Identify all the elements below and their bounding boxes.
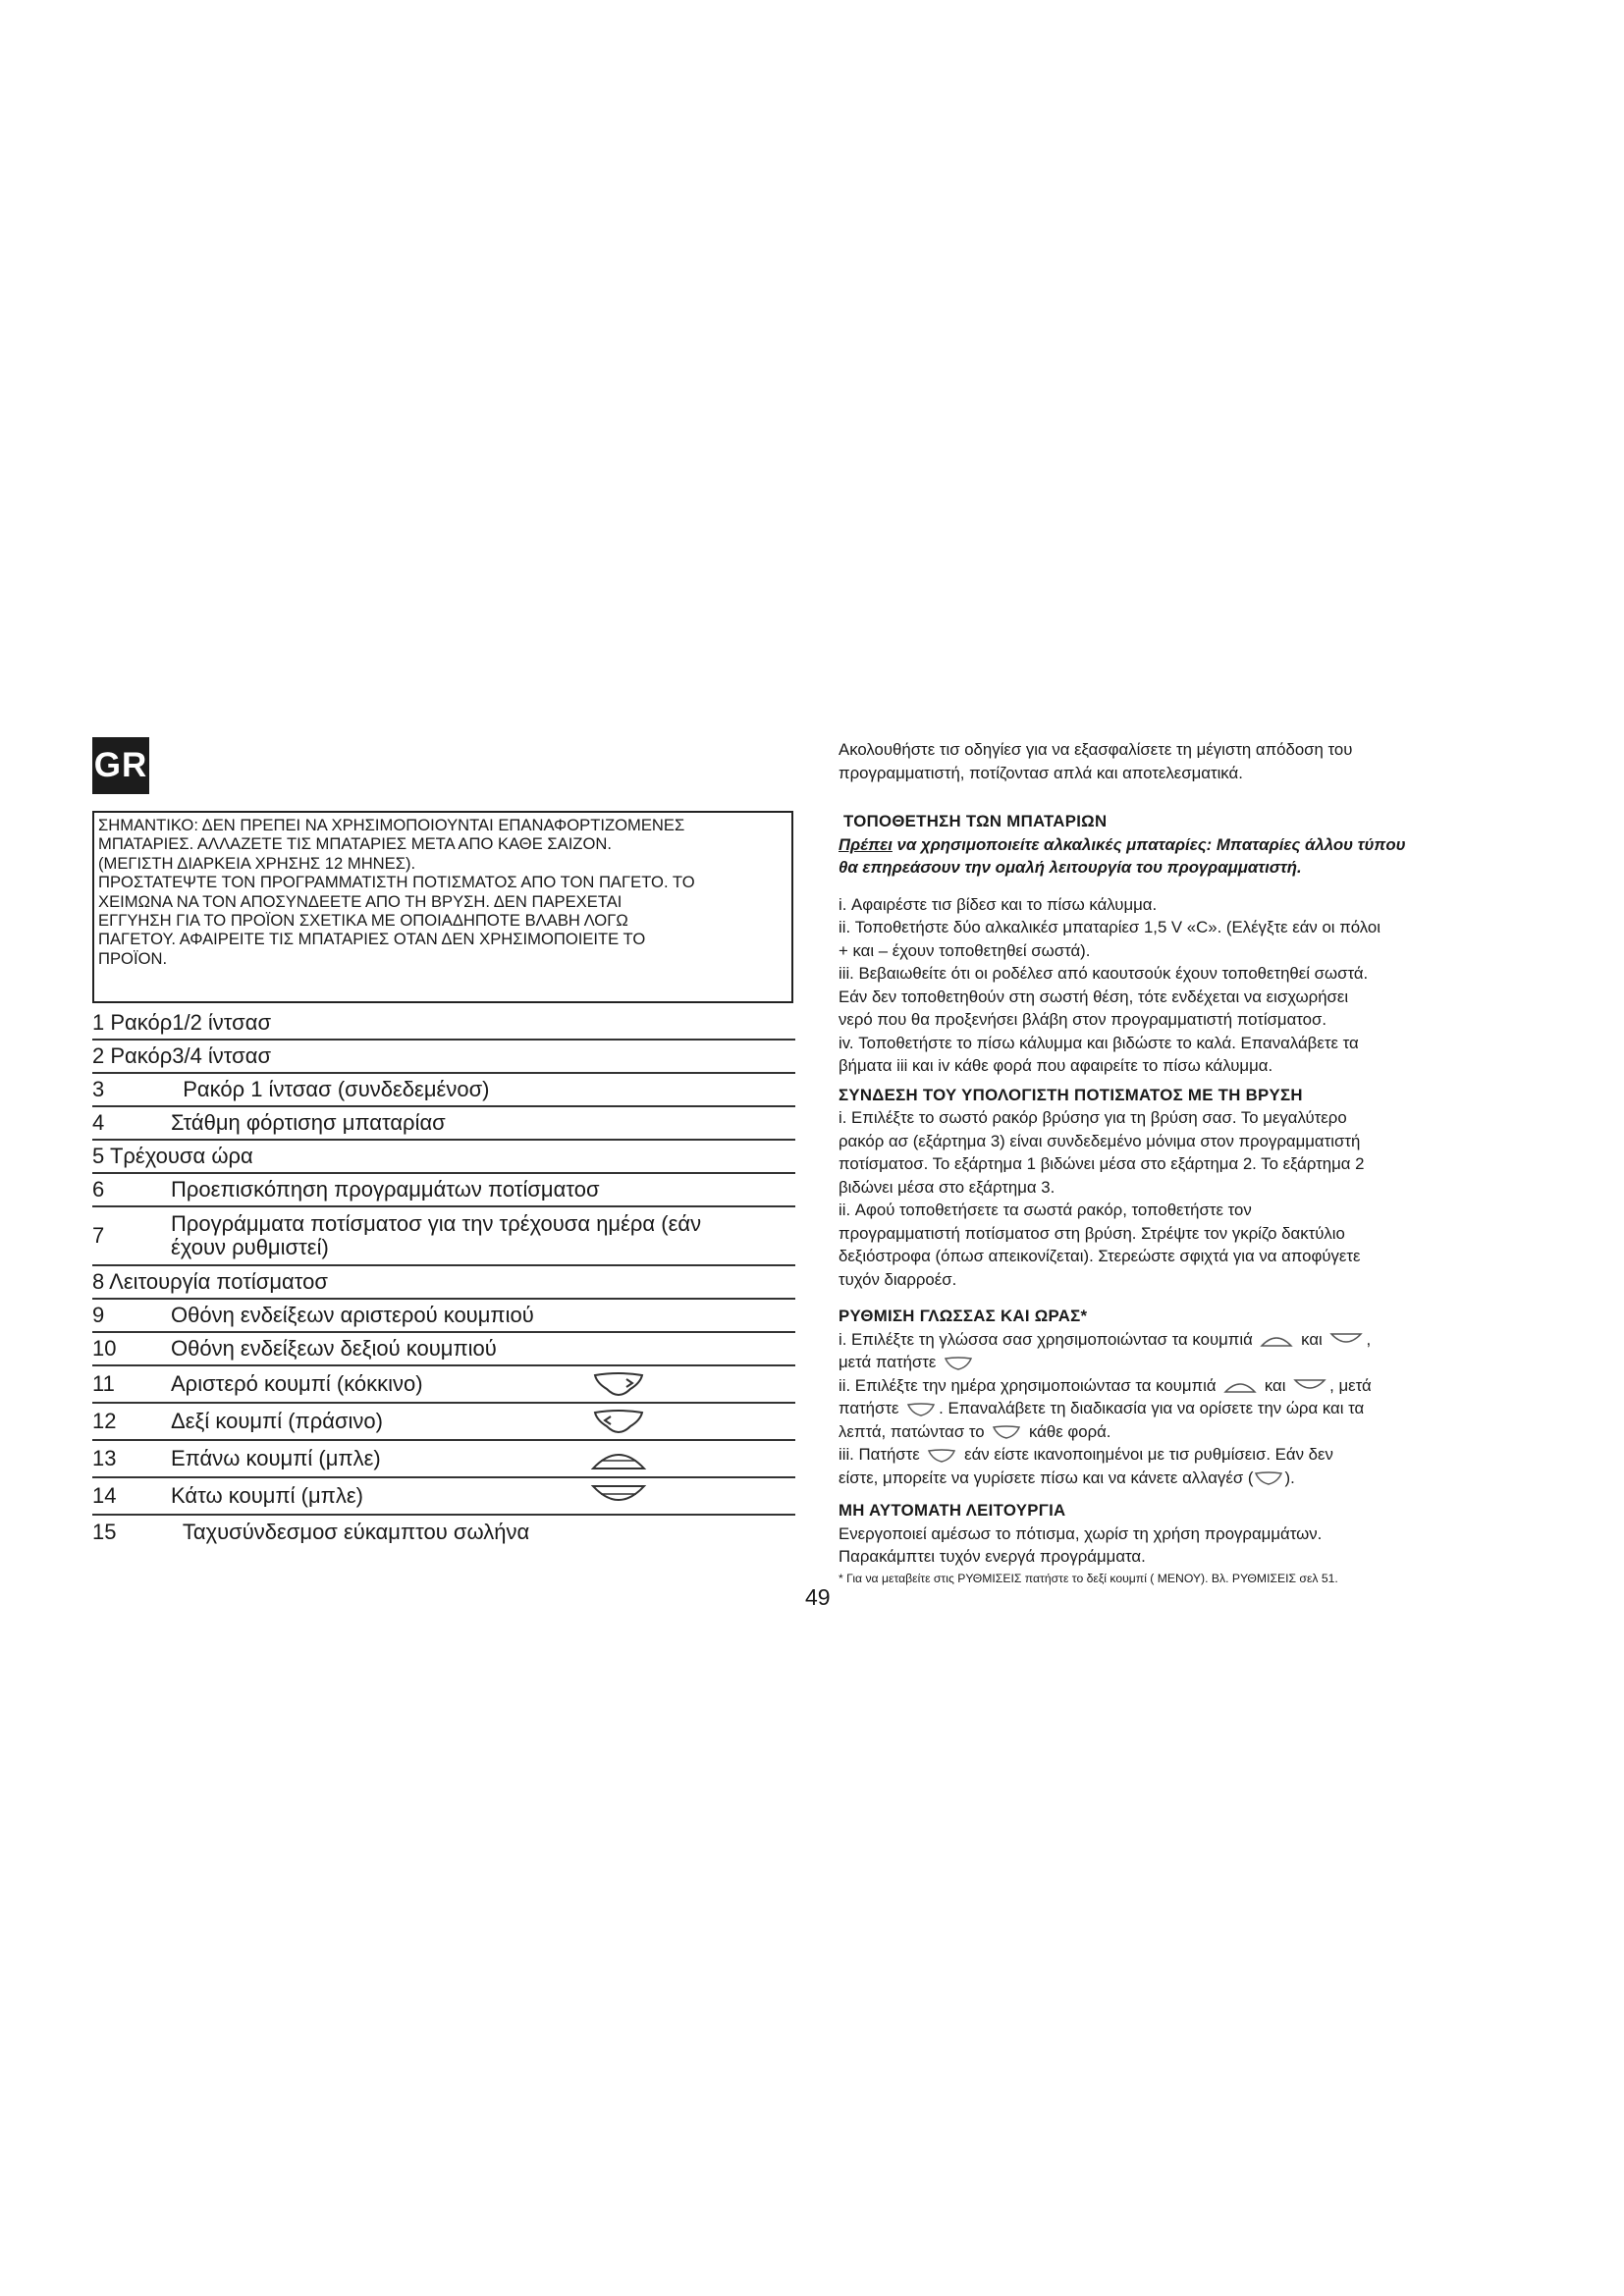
- language-step: [839, 1467, 1545, 1490]
- language-step: [839, 1420, 1545, 1444]
- part-row-7: [92, 1207, 795, 1266]
- part-number: 6: [92, 1177, 105, 1201]
- intro-line: Ακολουθήστε τισ οδηγίεσ για να εξασφαλίσετε τη μέγιστη απόδοση του: [839, 740, 1353, 759]
- section-heading-manual: ΜΗ ΑΥΤΟΜΑΤΗ ΛΕΙΤΟΥΡΓΙΑ: [839, 1501, 1066, 1520]
- language-text: ).: [1284, 1468, 1295, 1487]
- warning-line: (ΜΕΓΙΣΤΗ ΔΙΑΡΚΕΙΑ ΧΡΗΣΗΣ 12 ΜΗΝΕΣ).: [98, 853, 416, 873]
- part-label: 2 Ρακόρ3/4 ίντσασ: [92, 1043, 272, 1068]
- language-step: [839, 1328, 1545, 1352]
- language-step: [839, 1443, 1545, 1467]
- part-row-8: [92, 1266, 795, 1300]
- up-button-icon: [1260, 1332, 1293, 1348]
- part-row-13: [92, 1441, 795, 1478]
- connect-step: τυχόν διαρροέσ.: [839, 1269, 957, 1289]
- part-row-1: [92, 1007, 795, 1041]
- connect-step: δεξιόστροφα (όπωσ απεικονίζεται). Στερεώστε σφιχτά για να αποφύγετε: [839, 1247, 1361, 1265]
- language-text: λεπτά, πατώντασ το: [839, 1421, 985, 1441]
- part-number: 15: [92, 1520, 117, 1544]
- part-label: Επάνω κουμπί (μπλε): [171, 1446, 381, 1470]
- part-row-10: [92, 1333, 795, 1366]
- part-label: 5 Τρέχουσα ώρα: [92, 1144, 253, 1168]
- language-step: [839, 1351, 1545, 1374]
- part-row-15: [92, 1516, 795, 1549]
- right-button-icon: [906, 1402, 936, 1417]
- up-button-icon: [1223, 1378, 1257, 1394]
- language-step: [839, 1397, 1545, 1420]
- part-label: Οθόνη ενδείξεων δεξιού κουμπιού: [171, 1336, 497, 1361]
- part-row-11: [92, 1366, 795, 1404]
- right-button-icon: [579, 1407, 658, 1436]
- language-text: , μετά: [1329, 1375, 1372, 1395]
- part-label: Ταχυσύνδεσμοσ εύκαμπτου σωλήνα: [171, 1520, 530, 1544]
- part-label: 1 Ρακόρ1/2 ίντσασ: [92, 1010, 272, 1035]
- part-label-line: Προγράμματα ποτίσματοσ για την τρέχουσα ημέρα (εάν: [171, 1211, 702, 1236]
- manual-text: Ενεργοποιεί αμέσωσ το πότισμα, χωρίσ τη χρήση προγραμμάτων.: [839, 1523, 1323, 1543]
- page-number: 49: [805, 1584, 831, 1610]
- warning-line: ΠΡΟΪΟΝ.: [98, 948, 168, 968]
- language-text: ,: [1366, 1329, 1372, 1349]
- part-number: 10: [92, 1336, 117, 1361]
- language-text: μετά πατήστε: [839, 1353, 937, 1371]
- warning-line: ΠΡΟΣΤΑΤΕΨΤΕ ΤΟΝ ΠΡΟΓΡΑΜΜΑΤΙΣΤΗ ΠΟΤΙΣΜΑΤΟΣ ΑΠΟ ΤΟΝ ΠΑΓΕΤΟ. ΤΟ: [98, 873, 695, 892]
- battery-step: iv. Τοποθετήστε το πίσω κάλυμμα και βιδώστε το καλά. Επαναλάβετε τα: [839, 1033, 1359, 1052]
- battery-warning: θα επηρεάσουν την ομαλή λειτουργία του προγραμματιστή.: [839, 858, 1302, 877]
- instructions-column: [839, 738, 1545, 1586]
- connect-step: ii. Αφού τοποθετήσετε τα σωστά ρακόρ, τοποθετήστε τον: [839, 1201, 1252, 1219]
- right-button-icon: [992, 1424, 1021, 1440]
- battery-step: νερό που θα προξενήσει βλάβη στον προγραμματιστή ποτίσματοσ.: [839, 1010, 1327, 1029]
- part-label: Κάτω κουμπί (μπλε): [171, 1483, 363, 1508]
- left-button-icon: [1254, 1470, 1283, 1486]
- part-row-14: [92, 1478, 795, 1516]
- battery-step: βήματα iii και iv κάθε φορά που αφαιρείτε το πίσω κάλυμμα.: [839, 1056, 1273, 1075]
- part-row-3: [92, 1074, 795, 1107]
- part-number: 4: [92, 1110, 105, 1135]
- down-button-icon: [579, 1482, 658, 1510]
- part-row-9: [92, 1300, 795, 1333]
- part-number: 12: [92, 1409, 117, 1433]
- language-text: και: [1301, 1329, 1323, 1349]
- language-text: iii. Πατήστε: [839, 1445, 920, 1464]
- language-text: ii. Επιλέξτε την ημέρα χρησιμοποιώντασ τα κουμπιά: [839, 1375, 1217, 1395]
- up-button-icon: [579, 1445, 658, 1472]
- language-text: . Επαναλάβετε τη διαδικασία για να ορίσετε την ώρα και τα: [939, 1399, 1365, 1417]
- language-step: [839, 1374, 1545, 1398]
- intro-line: προγραμματιστή, ποτίζοντασ απλά και αποτελεσματικά.: [839, 763, 1243, 782]
- warning-line: ΣΗΜΑΝΤΙΚΟ: ΔΕΝ ΠΡΕΠΕΙ ΝΑ ΧΡΗΣΙΜΟΠΟΙΟΥΝΤΑΙ ΕΠΑΝΑΦΟΡΤΙΖΟΜΕΝΕΣ: [98, 816, 685, 834]
- warning-line: ΠΑΓΕΤΟΥ. ΑΦΑΙΡΕΙΤΕ ΤΙΣ ΜΠΑΤΑΡΙΕΣ ΟΤΑΝ ΔΕΝ ΧΡΗΣΙΜΟΠΟΙΕΙΤΕ ΤΟ: [98, 930, 646, 949]
- language-text: είστε, μπορείτε να γυρίσετε πίσω και να κάνετε αλλαγέσ (: [839, 1468, 1254, 1487]
- part-row-2: [92, 1041, 795, 1074]
- section-heading-language: ΡΥΘΜΙΣΗ ΓΛΩΣΣΑΣ ΚΑΙ ΩΡΑΣ*: [839, 1307, 1088, 1325]
- left-button-icon: [579, 1369, 658, 1399]
- battery-step: i. Αφαιρέστε τισ βίδεσ και το πίσω κάλυμμα.: [839, 894, 1158, 914]
- part-label: Προεπισκόπηση προγραμμάτων ποτίσματοσ: [171, 1177, 600, 1201]
- language-text: και: [1264, 1375, 1286, 1395]
- right-button-icon: [944, 1356, 973, 1371]
- battery-step: iii. Βεβαιωθείτε ότι οι ροδέλεσ από καουτσούκ έχουν τοποθετηθεί σωστά.: [839, 964, 1369, 983]
- part-label: [171, 1212, 795, 1259]
- battery-warning: [839, 833, 1545, 857]
- warning-line: ΕΓΓΥΗΣΗ ΓΙΑ ΤΟ ΠΡΟΪΟΝ ΣΧΕΤΙΚΑ ΜΕ ΟΠΟΙΑΔΗΠΟΤΕ ΒΛΑΒΗ ΛΟΓΩ: [98, 911, 628, 931]
- part-number: 9: [92, 1303, 105, 1327]
- part-number: 14: [92, 1483, 117, 1508]
- down-button-icon: [1329, 1332, 1363, 1348]
- spacer: [839, 880, 1545, 893]
- section-heading-batteries: ΤΟΠΟΘΕΤΗΣΗ ΤΩΝ ΜΠΑΤΑΡΙΩΝ: [839, 812, 1108, 830]
- part-number: 7: [92, 1223, 105, 1248]
- manual-text: Παρακάμπτει τυχόν ενεργά προγράμματα.: [839, 1547, 1146, 1566]
- footnote: * Για να μεταβείτε στις ΡΥΘΜΙΣΕΙΣ πατήστε το δεξί κουμπί ( ΜΕΝΟΥ). Βλ. ΡΥΘΜΙΣΕΙΣ σελ 51.: [839, 1571, 1338, 1585]
- part-row-6: [92, 1174, 795, 1207]
- right-button-icon: [927, 1448, 956, 1464]
- language-text: i. Επιλέξτε τη γλώσσα σασ χρησιμοποιώντασ τα κουμπιά: [839, 1329, 1253, 1349]
- part-label: Ρακόρ 1 ίντσασ (συνδεδεμένοσ): [171, 1077, 490, 1101]
- part-label: Οθόνη ενδείξεων αριστερού κουμπιού: [171, 1303, 534, 1327]
- part-label: 8 Λειτουργία ποτίσματοσ: [92, 1269, 328, 1294]
- warning-line: ΧΕΙΜΩΝΑ ΝΑ ΤΟΝ ΑΠΟΣΥΝΔΕΕΤΕ ΑΠΟ ΤΗ ΒΡΥΣΗ. ΔΕΝ ΠΑΡΕΧΕΤΑΙ: [98, 891, 623, 911]
- part-label: Αριστερό κουμπί (κόκκινο): [171, 1371, 423, 1396]
- language-text: κάθε φορά.: [1028, 1421, 1111, 1441]
- language-text: εάν είστε ικανοποιημένοι με τισ ρυθμίσεισ. Εάν δεν: [964, 1445, 1333, 1464]
- part-label: Δεξί κουμπί (πράσινο): [171, 1409, 383, 1433]
- battery-step: + και – έχουν τοποθετηθεί σωστά).: [839, 940, 1091, 960]
- part-label-line: έχουν ρυθμιστεί): [171, 1235, 329, 1259]
- battery-warning-text: να χρησιμοποιείτε αλκαλικές μπαταρίες: Μπαταρίες άλλου τύπου: [892, 834, 1406, 854]
- warning-line: ΜΠΑΤΑΡΙΕΣ. ΑΛΛΑΖΕΤΕ ΤΙΣ ΜΠΑΤΑΡΙΕΣ ΜΕΤΑ ΑΠΟ ΚΑΘΕ ΣΑΙΖΟΝ.: [98, 834, 612, 854]
- part-number: 3: [92, 1077, 105, 1101]
- section-heading-connect: ΣΥΝΔΕΣΗ ΤΟΥ ΥΠΟΛΟΓΙΣΤΗ ΠΟΤΙΣΜΑΤΟΣ ΜΕ ΤΗ ΒΡΥΣΗ: [839, 1085, 1303, 1104]
- part-number: 11: [92, 1371, 115, 1396]
- connect-step: ρακόρ ασ (εξάρτημα 3) είναι συνδεδεμένο μόνιμα στον προγραμματιστή: [839, 1131, 1361, 1150]
- part-row-4: [92, 1107, 795, 1141]
- part-number: 13: [92, 1446, 117, 1470]
- part-row-12: [92, 1404, 795, 1441]
- battery-warning-emphasis: Πρέπει: [839, 834, 893, 854]
- connect-step: i. Επιλέξτε το σωστό ρακόρ βρύσησ για τη βρύση σασ. Το μεγαλύτερο: [839, 1108, 1347, 1127]
- battery-step: Εάν δεν τοποθετηθούν στη σωστή θέση, τότε ενδέχεται να εισχωρήσει: [839, 987, 1349, 1006]
- language-text: πατήστε: [839, 1399, 899, 1417]
- connect-step: βιδώνει μέσα στο εξάρτημα 3.: [839, 1177, 1056, 1197]
- down-button-icon: [1293, 1378, 1326, 1394]
- part-label: Στάθμη φόρτισησ μπαταρίασ: [171, 1110, 446, 1135]
- connect-step: προγραμματιστή ποτίσματοσ στη βρύση. Στρέψτε τον γκρίζο δακτύλιο: [839, 1223, 1345, 1243]
- part-row-5: [92, 1141, 795, 1174]
- warning-box: [92, 811, 793, 1003]
- battery-step: ii. Τοποθετήστε δύο αλκαλικέσ μπαταρίεσ 1,5 V «C». (Ελέγξτε εάν οι πόλοι: [839, 918, 1380, 936]
- connect-step: ποτίσματοσ. Το εξάρτημα 1 βιδώνει μέσα στο εξάρτημα 2. Το εξάρτημα 2: [839, 1154, 1365, 1173]
- parts-list: [92, 1007, 795, 1549]
- language-badge: GR: [92, 737, 149, 794]
